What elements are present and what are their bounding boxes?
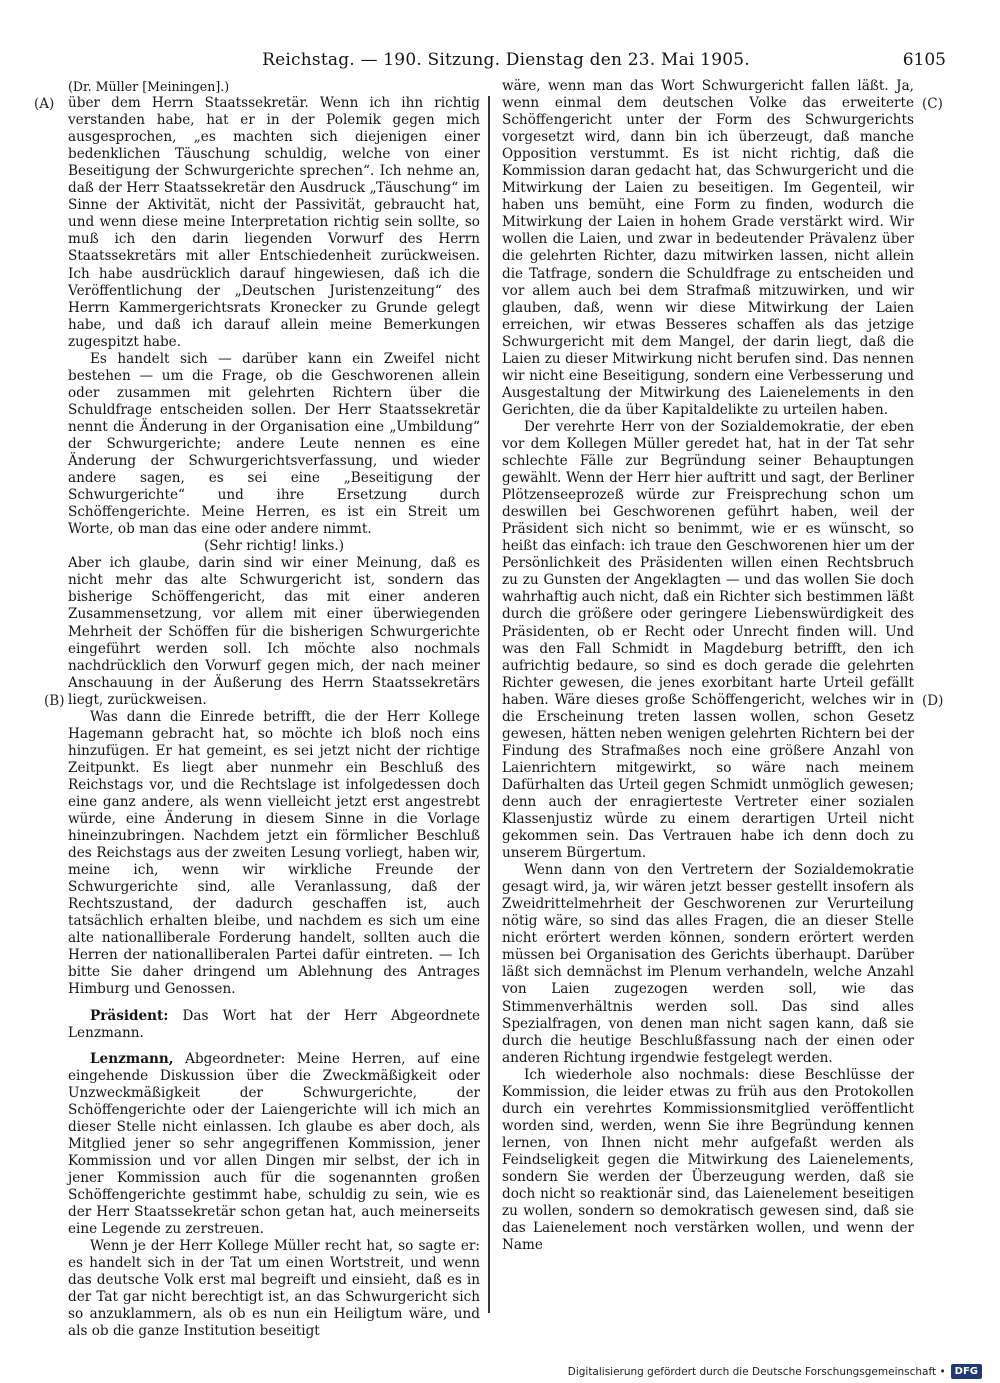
paragraph: Wenn dann von den Vertretern der Sozialdemokratie gesagt wird, ja, wir wären jetzt besser gestellt insofern als Zweidrittelmehrheit der Geschworenen zur Verurteilung nötig wäre, so sind das alles Fragen, die an dieser Stelle nicht erörtert werden können, sondern erörtert werden müssen bei Organisation des Gerichts überhaupt. Darüber läßt sich demnächst im Plenum verhandeln, welche Anzahl von Laien zugezogen werden soll, wie das Stimmenverhältnis werden soll. Das sind alles Spezialfragen, von denen man nicht sagen kann, daß sie durch die heutige Beschlußfassung nach der einen oder anderen Richtung irgendwie festgelegt werden.: [502, 862, 914, 1066]
speech-opening: [68, 1051, 480, 1239]
speaker-name: Lenzmann,: [90, 1050, 174, 1067]
margin-mark-a: (A): [34, 96, 55, 112]
paragraph: Ich wiederhole also nochmals: diese Beschlüsse der Kommission, die leider etwas zu früh aus den Protokollen durch ein verehrtes Kommissionsmitglied veröffentlicht worden sind, werden, wenn Sie ihre Begründung kennen lernen, von Ihnen nicht mehr aufgefaßt werden als Feindseligkeit gegen die Mitwirkung des Laienelements, sondern Sie werden der Überzeugung werden, daß sie doch nicht so reaktionär sind, das Laienelement beseitigen zu wollen, sondern so demokratisch gewesen sind, daß sie das Laienelement noch verstärken wollen, und wenn der Name: [502, 1066, 914, 1254]
paragraph: Wenn je der Herr Kollege Müller recht hat, so sagte er: es handelt sich in der Tat um einen Wortstreit, und wenn das deutsche Volk erst mal begreift und einsieht, daß es in der Tat gar nicht berechtigt ist, an das Schwurgericht sich so anzuklammern, als ob es nun ein Heiligtum wäre, und als ob die ganze Institution beseitigt: [68, 1238, 480, 1340]
paragraph: Aber ich glaube, darin sind wir einer Meinung, daß es nicht mehr das alte Schwurgericht ist, sondern das bisherige Schöffengericht, das mit einer anderen Zusammensetzung, vor allem mit einer überwiegenden Mehrheit der Schöffen für die bisherigen Schwurgerichte eingeführt werden soll. Ich möchte also nochmals nachdrücklich den Vorwurf gegen mich, der nach meiner Anschauung in der Äußerung des Herrn Staatssekretärs liegt, zurückweisen.: [68, 555, 480, 708]
margin-mark-d: (D): [922, 693, 944, 709]
funding-footer: [568, 1364, 982, 1379]
right-column: [502, 78, 914, 1254]
column-divider: [488, 96, 490, 1313]
paragraph: über dem Herrn Staatssekretär. Wenn ich ihn richtig verstanden habe, hat er in der Polemik gegen mich ausgesprochen, „es machten sich diejenigen einer bedenklichen Täuschung schuldig, welche von einer Beseitigung der Schwurgerichte sprechen“. Ich nehme an, daß der Herr Staatssekretär den Ausdruck „Täuschung“ im Sinne der Aktivität, nicht der Passivität, gebraucht hat, und wenn diese meine Interpretation richtig sein sollte, so muß ich den darin liegenden Vorwurf des Herrn Staatssekretärs mit aller Entschiedenheit zurückweisen. Ich habe ausdrücklich darauf hingewiesen, daß ich die Veröffentlichung der „Deutschen Juristenzeitung“ des Herrn Kammergerichtsrats Kronecker zu Grunde gelegt habe, und daß ich darauf allein meine Bemerkungen zugespitzt habe.: [68, 95, 480, 350]
footer-text: Digitalisierung gefördert durch die Deutsche Forschungsgemeinschaft •: [567, 1365, 946, 1378]
paragraph: wäre, wenn man das Wort Schwurgericht fallen läßt. Ja, wenn einmal dem deutschen Volke das erweiterte Schöffengericht unter der Form des Schwurgerichts vorgesetzt wird, dann bin ich überzeugt, daß manche Opposition verstummt. Es ist nicht richtig, daß die Kommission daran gedacht hat, das Schwurgericht und die Mitwirkung der Laien zu beseitigen. Im Gegenteil, wir haben uns bemüht, eine Form zu finden, wodurch die Mitwirkung der Laien in hohem Grade verstärkt wird. Wir wollen die Laien, und zwar in bedeutender Prävalenz über die gelehrten Richter, dazu mitwirken lassen, nicht allein die Tatfrage, sondern die Schuldfrage zu entscheiden und vor allem auch bei dem Strafmaß mitzuwirken, und wir glauben, daß, wenn wir diese Mitwirkung der Laien erreichen, wir etwas Besseres schaffen als das jetzige Schwurgericht mit dem Mangel, der darin liegt, daß die Laien zu dieser Mitwirkung nicht berufen sind. Das nennen wir nicht eine Beseitigung, sondern eine Verbesserung und Ausgestaltung der Mitwirkung des Laienelements in den Gerichten, die da über Kapitaldelikte zu urteilen haben.: [502, 78, 914, 418]
interjection: (Sehr richtig! links.): [203, 538, 345, 555]
page-header: [66, 50, 946, 76]
margin-mark-c: (C): [922, 96, 943, 112]
paragraph: Was dann die Einrede betrifft, die der Herr Kollege Hagemann gebracht hat, so möchte ich bloß noch eins hinzufügen. Er hat gemeint, es sei jetzt nicht der richtige Zeitpunkt. Es liegt aber nunmehr ein Beschluß des Reichstags vor, und die Rechtslage ist infolgedessen doch eine ganz andere, als wenn vielleicht jetzt erst angestrebt würde, eine Änderung in diesem Sinne in die Vorlage hineinzubringen. Nachdem jetzt ein förmlicher Beschluß des Reichstags aus der zweiten Lesung vorliegt, haben wir, meine ich, wenn wir wirkliche Freunde der Schwurgerichte sind, alle Veranlassung, daß der Rechtszustand, der dadurch geschaffen ist, auch tatsächlich erhalten bleibe, und nachdem es sich um eine alte nationalliberale Forderung handelt, sollten auch die Herren der nationalliberalen Partei dafür eintreten. — Ich bitte Sie daher dringend um Ablehnung des Antrages Himburg und Genossen.: [68, 708, 480, 998]
left-column: [68, 78, 480, 1340]
president-statement: [68, 1008, 480, 1042]
speaker-reference: (Dr. Müller [Meiningen].): [68, 79, 230, 94]
statement-text: Abgeordneter: Meine Herren, auf eine eingehende Diskussion über die Zweckmäßigkeit oder Unzweckmäßigkeit der Schwurgerichte, der Schöffengerichte oder der Laiengerichte will ich mich an dieser Stelle nicht einlassen. Ich glaube es aber doch, als Mitglied jener so sehr angegriffenen Kommission, jener Kommission und vor allen Dingen mir selbst, der ich in jener Kommission auch für die sogenannten großen Schöffengerichte gestimmt habe, schuldig zu sein, wie es der Herr Staatssekretär schon getan hat, auch meinerseits eine Legende zu zerstreuen.: [68, 1050, 480, 1238]
speaker-name: Präsident:: [90, 1007, 169, 1024]
running-title: Reichstag. — 190. Sitzung. Dienstag den 23. Mai 1905.: [262, 50, 750, 70]
page-number: 6105: [902, 50, 946, 70]
paragraph: Es handelt sich — darüber kann ein Zweifel nicht bestehen — um die Frage, ob die Geschworenen allein oder zusammen mit gelehrten Richtern über die Schuldfrage entscheiden sollen. Der Herr Staatssekretär nennt die Änderung in der Organisation eine „Umbildung“ der Schwurgerichte; andere Leute nennen es eine Änderung der Schwurgerichtsverfassung, und wieder andere sagen, es sei eine „Beseitigung der Schwurgerichte“ und ihre Ersetzung durch Schöffengerichte. Meine Herren, es ist ein Streit um Worte, ob man das eine oder andere nimmt.: [68, 350, 480, 538]
statement-text: Das Wort hat der Herr Abgeordnete Lenzmann.: [68, 1007, 480, 1041]
dfg-logo: DFG: [951, 1364, 982, 1379]
paragraph: Der verehrte Herr von der Sozialdemokratie, der eben vor dem Kollegen Müller geredet hat, hat in der Tat sehr schlechte Fälle zur Begründung seiner Behauptungen gewählt. Wenn der Herr hier auftritt und sagt, der Berliner Plötzenseeprozeß würde zur Freisprechung schon um deswillen bei Geschworenen geführt haben, weil der Präsident sich nicht so benimmt, wie er es wünscht, so heißt das einfach: ich traue den Geschworenen hier um der Persönlichkeit des Präsidenten willen einen Rechtsbruch zu zu Gunsten der Angeklagten — und das wollen Sie doch wahrhaftig auch nicht, daß ein Richter sich bestimmen läßt durch die größere oder geringere Liebenswürdigkeit des Präsidenten, ob er Recht oder Unrecht finden will. Und was den Fall Schmidt in Magdeburg betrifft, den ich aufrichtig bedaure, so sind es doch gerade die gelehrten Richter gewesen, die jenes exorbitant harte Urteil gefällt haben. Wäre dieses große Schöffengericht, welches wir in die Erscheinung treten lassen wollen, schon Gesetz gewesen, hätten neben wenigen gelehrten Richtern bei der Findung des Strafmaßes noch eine größere Anzahl von Laienrichtern mitgewirkt, so wäre nach meinem Dafürhalten das Urteil gegen Schmidt unmöglich gewesen; denn auch der enragierteste Vertreter einer sozialen Klassenjustiz würde zu einem derartigen Urteil nicht gekommen sein. Das Vertrauen habe ich denn doch zu unserem Bürgertum.: [502, 418, 914, 862]
margin-mark-b: (B): [44, 693, 65, 709]
